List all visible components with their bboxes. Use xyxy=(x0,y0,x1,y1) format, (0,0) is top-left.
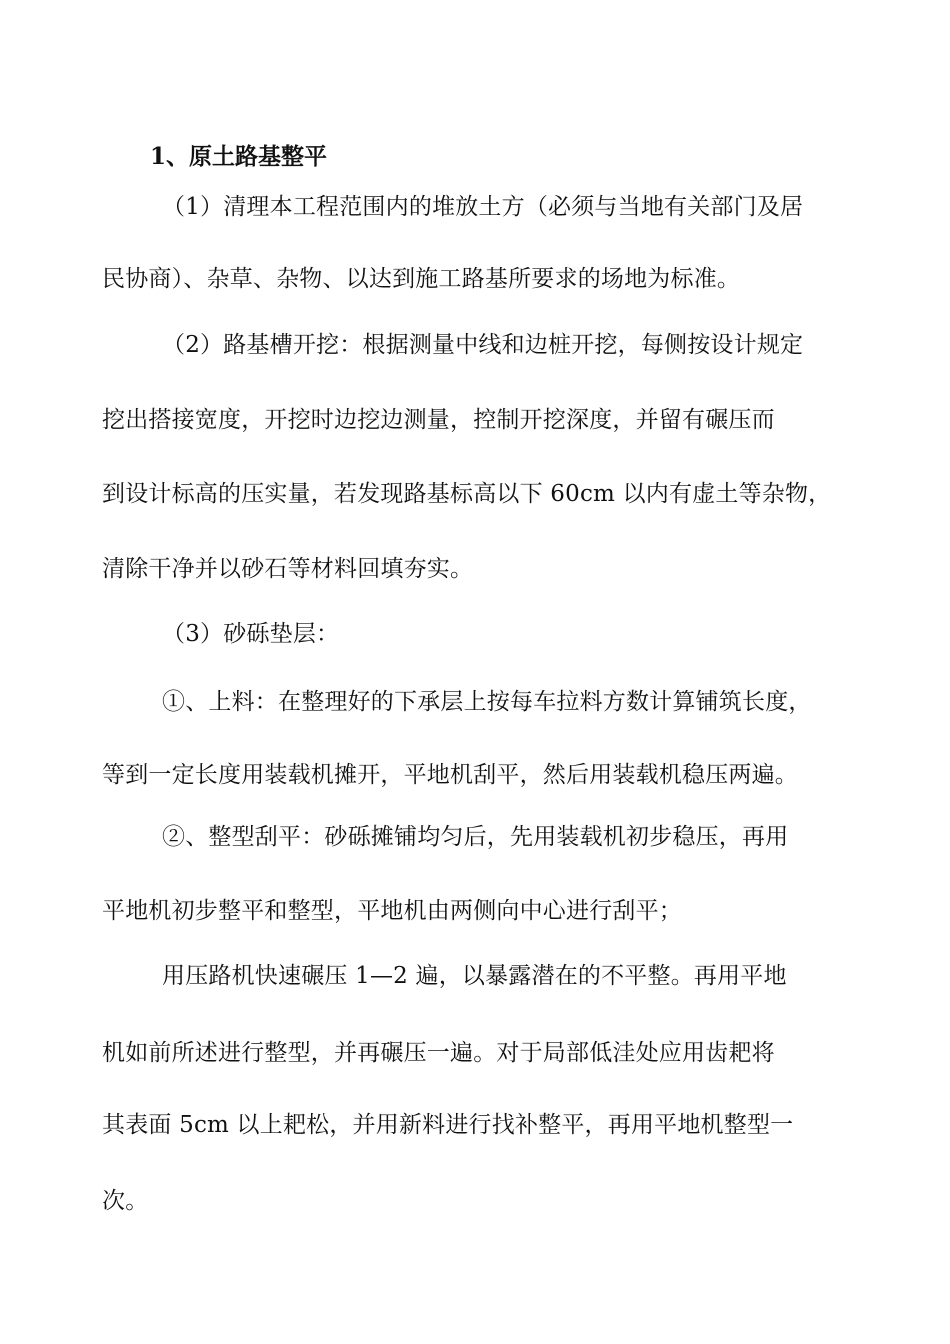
text-line-4: 挖出搭接宽度，开挖时边挖边测量，控制开挖深度，并留有碾压而 xyxy=(102,407,775,433)
text-line-8: ①、上料：在整理好的下承层上按每车拉料方数计算铺筑长度， xyxy=(162,689,812,715)
text-line-2: 民协商）、杂草、杂物、以达到施工路基所要求的场地为标准。 xyxy=(102,266,741,292)
text-line-1: （1）清理本工程范围内的堆放土方（必须与当地有关部门及居 xyxy=(162,194,804,220)
text-line-11: 平地机初步整平和整型，平地机由两侧向中心进行刮平； xyxy=(102,898,682,924)
text-line-13: 机如前所述进行整型，并再碾压一遍。对于局部低洼处应用齿耙将 xyxy=(102,1040,775,1066)
text-line-14: 其表面 5cm 以上耙松，并用新料进行找补整平，再用平地机整型一 xyxy=(102,1112,794,1138)
text-line-15: 次。 xyxy=(102,1188,149,1214)
text-line-10: ②、整型刮平：砂砾摊铺均匀后，先用装载机初步稳压，再用 xyxy=(162,824,789,850)
text-line-6: 清除干净并以砂石等材料回填夯实。 xyxy=(102,556,474,582)
section-heading: 1、原土路基整平 xyxy=(150,143,328,170)
text-line-7: （3）砂砾垫层： xyxy=(162,621,340,647)
text-line-5: 到设计标高的压实量，若发现路基标高以下 60cm 以内有虚土等杂物， xyxy=(102,481,832,507)
text-line-9: 等到一定长度用装载机摊开，平地机刮平，然后用装载机稳压两遍。 xyxy=(102,762,798,788)
text-line-3: （2）路基槽开挖：根据测量中线和边桩开挖，每侧按设计规定 xyxy=(162,332,804,358)
text-line-12: 用压路机快速碾压 1—2 遍，以暴露潜在的不平整。再用平地 xyxy=(162,963,787,989)
